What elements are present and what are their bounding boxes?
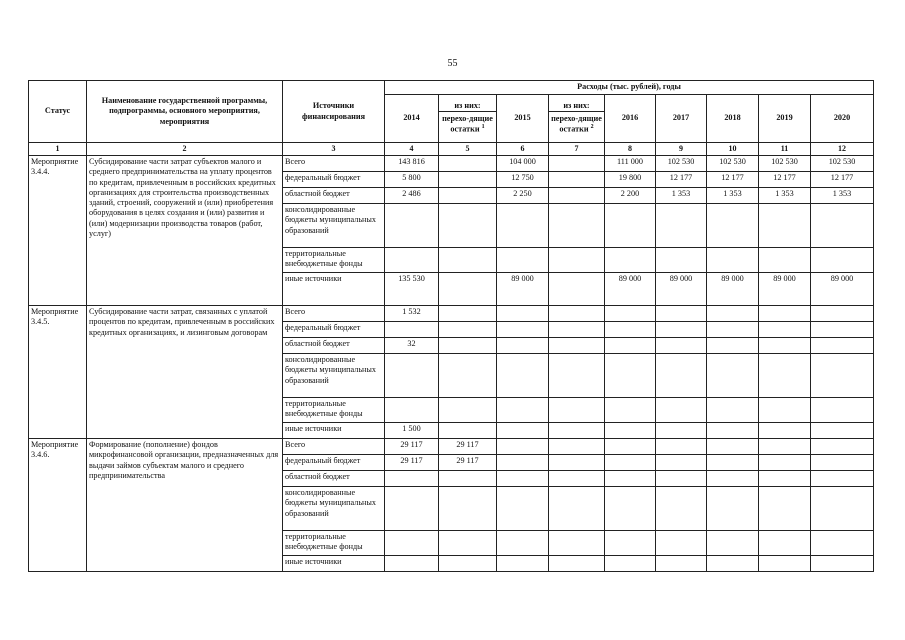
amount-cell bbox=[605, 556, 656, 572]
amount-cell bbox=[549, 423, 605, 439]
amount-cell bbox=[759, 439, 811, 455]
amount-cell bbox=[439, 423, 497, 439]
amount-cell bbox=[707, 487, 759, 531]
amount-cell bbox=[385, 556, 439, 572]
amount-cell bbox=[605, 455, 656, 471]
amount-cell bbox=[439, 487, 497, 531]
amount-cell: 89 000 bbox=[605, 273, 656, 306]
funding-source: областной бюджет bbox=[283, 471, 385, 487]
header-carry-1: перехо-дящие остатки bbox=[442, 114, 493, 134]
amount-cell bbox=[549, 439, 605, 455]
amount-cell bbox=[439, 398, 497, 423]
amount-cell: 89 000 bbox=[811, 273, 874, 306]
amount-cell: 5 800 bbox=[385, 172, 439, 188]
amount-cell: 12 177 bbox=[656, 172, 707, 188]
amount-cell bbox=[656, 471, 707, 487]
header-of-them-1: из них: bbox=[439, 101, 496, 112]
amount-cell bbox=[605, 471, 656, 487]
funding-source: территориальные внебюджетные фонды bbox=[283, 248, 385, 273]
header-year-2018: 2018 bbox=[707, 95, 759, 143]
funding-source: областной бюджет bbox=[283, 188, 385, 204]
table-body bbox=[29, 156, 874, 572]
amount-cell bbox=[656, 556, 707, 572]
amount-cell bbox=[656, 398, 707, 423]
amount-cell bbox=[497, 338, 549, 354]
amount-cell: 29 117 bbox=[385, 439, 439, 455]
funding-source: федеральный бюджет bbox=[283, 455, 385, 471]
amount-cell: 111 000 bbox=[605, 156, 656, 172]
col-number: 4 bbox=[385, 143, 439, 156]
amount-cell bbox=[605, 354, 656, 398]
amount-cell bbox=[497, 471, 549, 487]
funding-source: консолидированные бюджеты муниципальных образований bbox=[283, 487, 385, 531]
funding-source: иные источники bbox=[283, 273, 385, 306]
amount-cell bbox=[497, 487, 549, 531]
amount-cell: 29 117 bbox=[385, 455, 439, 471]
col-number: 9 bbox=[656, 143, 707, 156]
amount-cell: 89 000 bbox=[497, 273, 549, 306]
column-number-row bbox=[29, 143, 874, 156]
amount-cell bbox=[605, 439, 656, 455]
amount-cell bbox=[605, 322, 656, 338]
amount-cell: 1 353 bbox=[656, 188, 707, 204]
activity-status: Мероприятие 3.4.5. bbox=[29, 306, 87, 439]
amount-cell: 104 000 bbox=[497, 156, 549, 172]
activity-status: Мероприятие 3.4.4. bbox=[29, 156, 87, 306]
amount-cell bbox=[707, 471, 759, 487]
col-number: 12 bbox=[811, 143, 874, 156]
amount-cell bbox=[605, 423, 656, 439]
amount-cell bbox=[656, 354, 707, 398]
amount-cell bbox=[811, 248, 874, 273]
amount-cell bbox=[656, 455, 707, 471]
table-row bbox=[29, 306, 874, 322]
amount-cell bbox=[707, 338, 759, 354]
header-carry-2014 bbox=[439, 95, 497, 143]
funding-source: Всего bbox=[283, 439, 385, 455]
amount-cell bbox=[439, 338, 497, 354]
header-year-2019: 2019 bbox=[759, 95, 811, 143]
amount-cell bbox=[759, 322, 811, 338]
amount-cell bbox=[385, 531, 439, 556]
header-carry-2: перехо-дящие остатки bbox=[551, 114, 602, 134]
amount-cell bbox=[707, 531, 759, 556]
amount-cell bbox=[497, 531, 549, 556]
amount-cell bbox=[811, 439, 874, 455]
header-expenses: Расходы (тыс. рублей), годы bbox=[385, 81, 874, 95]
amount-cell bbox=[811, 338, 874, 354]
amount-cell bbox=[439, 471, 497, 487]
amount-cell bbox=[811, 398, 874, 423]
amount-cell bbox=[707, 423, 759, 439]
amount-cell: 1 532 bbox=[385, 306, 439, 322]
amount-cell bbox=[497, 398, 549, 423]
amount-cell bbox=[759, 531, 811, 556]
funding-source: иные источники bbox=[283, 556, 385, 572]
amount-cell bbox=[439, 273, 497, 306]
amount-cell bbox=[497, 248, 549, 273]
amount-cell: 2 250 bbox=[497, 188, 549, 204]
amount-cell: 12 750 bbox=[497, 172, 549, 188]
amount-cell bbox=[707, 439, 759, 455]
amount-cell bbox=[439, 322, 497, 338]
amount-cell: 1 353 bbox=[759, 188, 811, 204]
amount-cell bbox=[759, 455, 811, 471]
amount-cell bbox=[497, 455, 549, 471]
amount-cell: 1 500 bbox=[385, 423, 439, 439]
amount-cell: 102 530 bbox=[656, 156, 707, 172]
col-number: 7 bbox=[549, 143, 605, 156]
amount-cell bbox=[549, 455, 605, 471]
amount-cell bbox=[497, 556, 549, 572]
amount-cell bbox=[811, 455, 874, 471]
amount-cell bbox=[811, 322, 874, 338]
amount-cell bbox=[549, 188, 605, 204]
amount-cell bbox=[759, 471, 811, 487]
amount-cell: 89 000 bbox=[656, 273, 707, 306]
amount-cell: 1 353 bbox=[707, 188, 759, 204]
funding-source: иные источники bbox=[283, 423, 385, 439]
amount-cell bbox=[759, 354, 811, 398]
amount-cell bbox=[549, 398, 605, 423]
funding-source: территориальные внебюджетные фонды bbox=[283, 398, 385, 423]
col-number: 6 bbox=[497, 143, 549, 156]
amount-cell bbox=[549, 471, 605, 487]
amount-cell bbox=[439, 531, 497, 556]
amount-cell bbox=[385, 322, 439, 338]
amount-cell bbox=[439, 248, 497, 273]
amount-cell bbox=[549, 172, 605, 188]
amount-cell: 2 486 bbox=[385, 188, 439, 204]
amount-cell bbox=[707, 354, 759, 398]
amount-cell bbox=[549, 531, 605, 556]
amount-cell bbox=[811, 487, 874, 531]
amount-cell bbox=[759, 306, 811, 322]
amount-cell bbox=[549, 487, 605, 531]
col-number: 2 bbox=[87, 143, 283, 156]
amount-cell bbox=[811, 204, 874, 248]
amount-cell bbox=[656, 248, 707, 273]
header-year-2015: 2015 bbox=[497, 95, 549, 143]
amount-cell bbox=[605, 306, 656, 322]
amount-cell bbox=[605, 338, 656, 354]
amount-cell bbox=[605, 204, 656, 248]
amount-cell: 19 800 bbox=[605, 172, 656, 188]
funding-source: консолидированные бюджеты муниципальных образований bbox=[283, 354, 385, 398]
amount-cell bbox=[605, 398, 656, 423]
col-number: 10 bbox=[707, 143, 759, 156]
amount-cell: 29 117 bbox=[439, 455, 497, 471]
amount-cell: 12 177 bbox=[811, 172, 874, 188]
header-carry-2015 bbox=[549, 95, 605, 143]
amount-cell: 29 117 bbox=[439, 439, 497, 455]
amount-cell bbox=[707, 204, 759, 248]
amount-cell bbox=[656, 322, 707, 338]
amount-cell bbox=[497, 322, 549, 338]
col-number: 3 bbox=[283, 143, 385, 156]
amount-cell bbox=[497, 204, 549, 248]
col-number: 8 bbox=[605, 143, 656, 156]
header-year-2017: 2017 bbox=[656, 95, 707, 143]
budget-table bbox=[28, 80, 874, 572]
amount-cell bbox=[811, 471, 874, 487]
amount-cell bbox=[707, 322, 759, 338]
amount-cell bbox=[707, 455, 759, 471]
amount-cell: 102 530 bbox=[811, 156, 874, 172]
amount-cell: 89 000 bbox=[759, 273, 811, 306]
amount-cell bbox=[549, 204, 605, 248]
amount-cell: 102 530 bbox=[759, 156, 811, 172]
funding-source: консолидированные бюджеты муниципальных образований bbox=[283, 204, 385, 248]
amount-cell bbox=[439, 156, 497, 172]
amount-cell bbox=[439, 204, 497, 248]
amount-cell bbox=[549, 306, 605, 322]
amount-cell bbox=[439, 354, 497, 398]
amount-cell bbox=[656, 204, 707, 248]
amount-cell bbox=[497, 439, 549, 455]
amount-cell bbox=[811, 306, 874, 322]
funding-source: Всего bbox=[283, 306, 385, 322]
amount-cell bbox=[707, 398, 759, 423]
amount-cell bbox=[759, 398, 811, 423]
amount-cell bbox=[605, 531, 656, 556]
amount-cell: 135 530 bbox=[385, 273, 439, 306]
amount-cell bbox=[759, 556, 811, 572]
col-number: 1 bbox=[29, 143, 87, 156]
amount-cell: 12 177 bbox=[759, 172, 811, 188]
amount-cell bbox=[549, 156, 605, 172]
amount-cell: 32 bbox=[385, 338, 439, 354]
footnote-mark-2: 2 bbox=[590, 124, 594, 131]
header-name: Наименование государственной программы, подпрограммы, основного мероприятия, мероприятия bbox=[87, 81, 283, 143]
amount-cell bbox=[385, 487, 439, 531]
amount-cell bbox=[549, 273, 605, 306]
amount-cell bbox=[549, 354, 605, 398]
amount-cell: 89 000 bbox=[707, 273, 759, 306]
amount-cell bbox=[656, 338, 707, 354]
funding-source: Всего bbox=[283, 156, 385, 172]
amount-cell bbox=[385, 204, 439, 248]
footnote-mark-1: 1 bbox=[481, 124, 485, 131]
funding-source: федеральный бюджет bbox=[283, 322, 385, 338]
activity-name: Формирование (пополнение) фондов микрофинансовой организации, предназначенных для выдачи займов субъектам малого и среднего предпринимательства bbox=[87, 439, 283, 572]
amount-cell bbox=[656, 423, 707, 439]
amount-cell bbox=[497, 354, 549, 398]
col-number: 11 bbox=[759, 143, 811, 156]
amount-cell bbox=[759, 338, 811, 354]
amount-cell bbox=[656, 487, 707, 531]
activity-name: Субсидирование части затрат субъектов малого и среднего предпринимательства на уплату процентов по кредитам, привлеченным в российских кредитных организациях для строительства производственных зданий, строений, сооружений и (или) приобретения оборудования в целях создания и (или) развития и (или) модернизации производства товаров (работ, услуг) bbox=[87, 156, 283, 306]
amount-cell bbox=[656, 439, 707, 455]
funding-source: территориальные внебюджетные фонды bbox=[283, 531, 385, 556]
header-status: Статус bbox=[29, 81, 87, 143]
col-number: 5 bbox=[439, 143, 497, 156]
amount-cell bbox=[439, 188, 497, 204]
amount-cell bbox=[549, 338, 605, 354]
amount-cell bbox=[385, 398, 439, 423]
amount-cell bbox=[605, 248, 656, 273]
amount-cell bbox=[549, 556, 605, 572]
amount-cell bbox=[759, 248, 811, 273]
header-year-2014: 2014 bbox=[385, 95, 439, 143]
page-number: 55 bbox=[447, 58, 458, 69]
amount-cell bbox=[811, 556, 874, 572]
amount-cell bbox=[811, 423, 874, 439]
amount-cell: 2 200 bbox=[605, 188, 656, 204]
amount-cell bbox=[707, 556, 759, 572]
amount-cell: 102 530 bbox=[707, 156, 759, 172]
header-year-2020: 2020 bbox=[811, 95, 874, 143]
amount-cell bbox=[759, 487, 811, 531]
header-year-2016: 2016 bbox=[605, 95, 656, 143]
amount-cell bbox=[439, 172, 497, 188]
amount-cell bbox=[707, 248, 759, 273]
amount-cell bbox=[385, 354, 439, 398]
amount-cell: 1 353 bbox=[811, 188, 874, 204]
funding-source: областной бюджет bbox=[283, 338, 385, 354]
amount-cell bbox=[497, 306, 549, 322]
amount-cell bbox=[385, 248, 439, 273]
amount-cell bbox=[549, 248, 605, 273]
header-sources: Источники финансирования bbox=[283, 81, 385, 143]
activity-name: Субсидирование части затрат, связанных с уплатой процентов по кредитам, привлеченным в российских кредитных организациях, и лизинговым договорам bbox=[87, 306, 283, 439]
amount-cell bbox=[811, 354, 874, 398]
amount-cell bbox=[656, 531, 707, 556]
amount-cell bbox=[707, 306, 759, 322]
amount-cell bbox=[497, 423, 549, 439]
table-row bbox=[29, 156, 874, 172]
funding-source: федеральный бюджет bbox=[283, 172, 385, 188]
amount-cell bbox=[759, 204, 811, 248]
amount-cell bbox=[656, 306, 707, 322]
amount-cell bbox=[811, 531, 874, 556]
amount-cell bbox=[549, 322, 605, 338]
activity-status: Мероприятие 3.4.6. bbox=[29, 439, 87, 572]
amount-cell bbox=[385, 471, 439, 487]
amount-cell bbox=[759, 423, 811, 439]
amount-cell bbox=[439, 306, 497, 322]
header-of-them-2: из них: bbox=[549, 101, 604, 112]
amount-cell bbox=[439, 556, 497, 572]
amount-cell bbox=[605, 487, 656, 531]
amount-cell: 12 177 bbox=[707, 172, 759, 188]
amount-cell: 143 816 bbox=[385, 156, 439, 172]
table-row bbox=[29, 439, 874, 455]
